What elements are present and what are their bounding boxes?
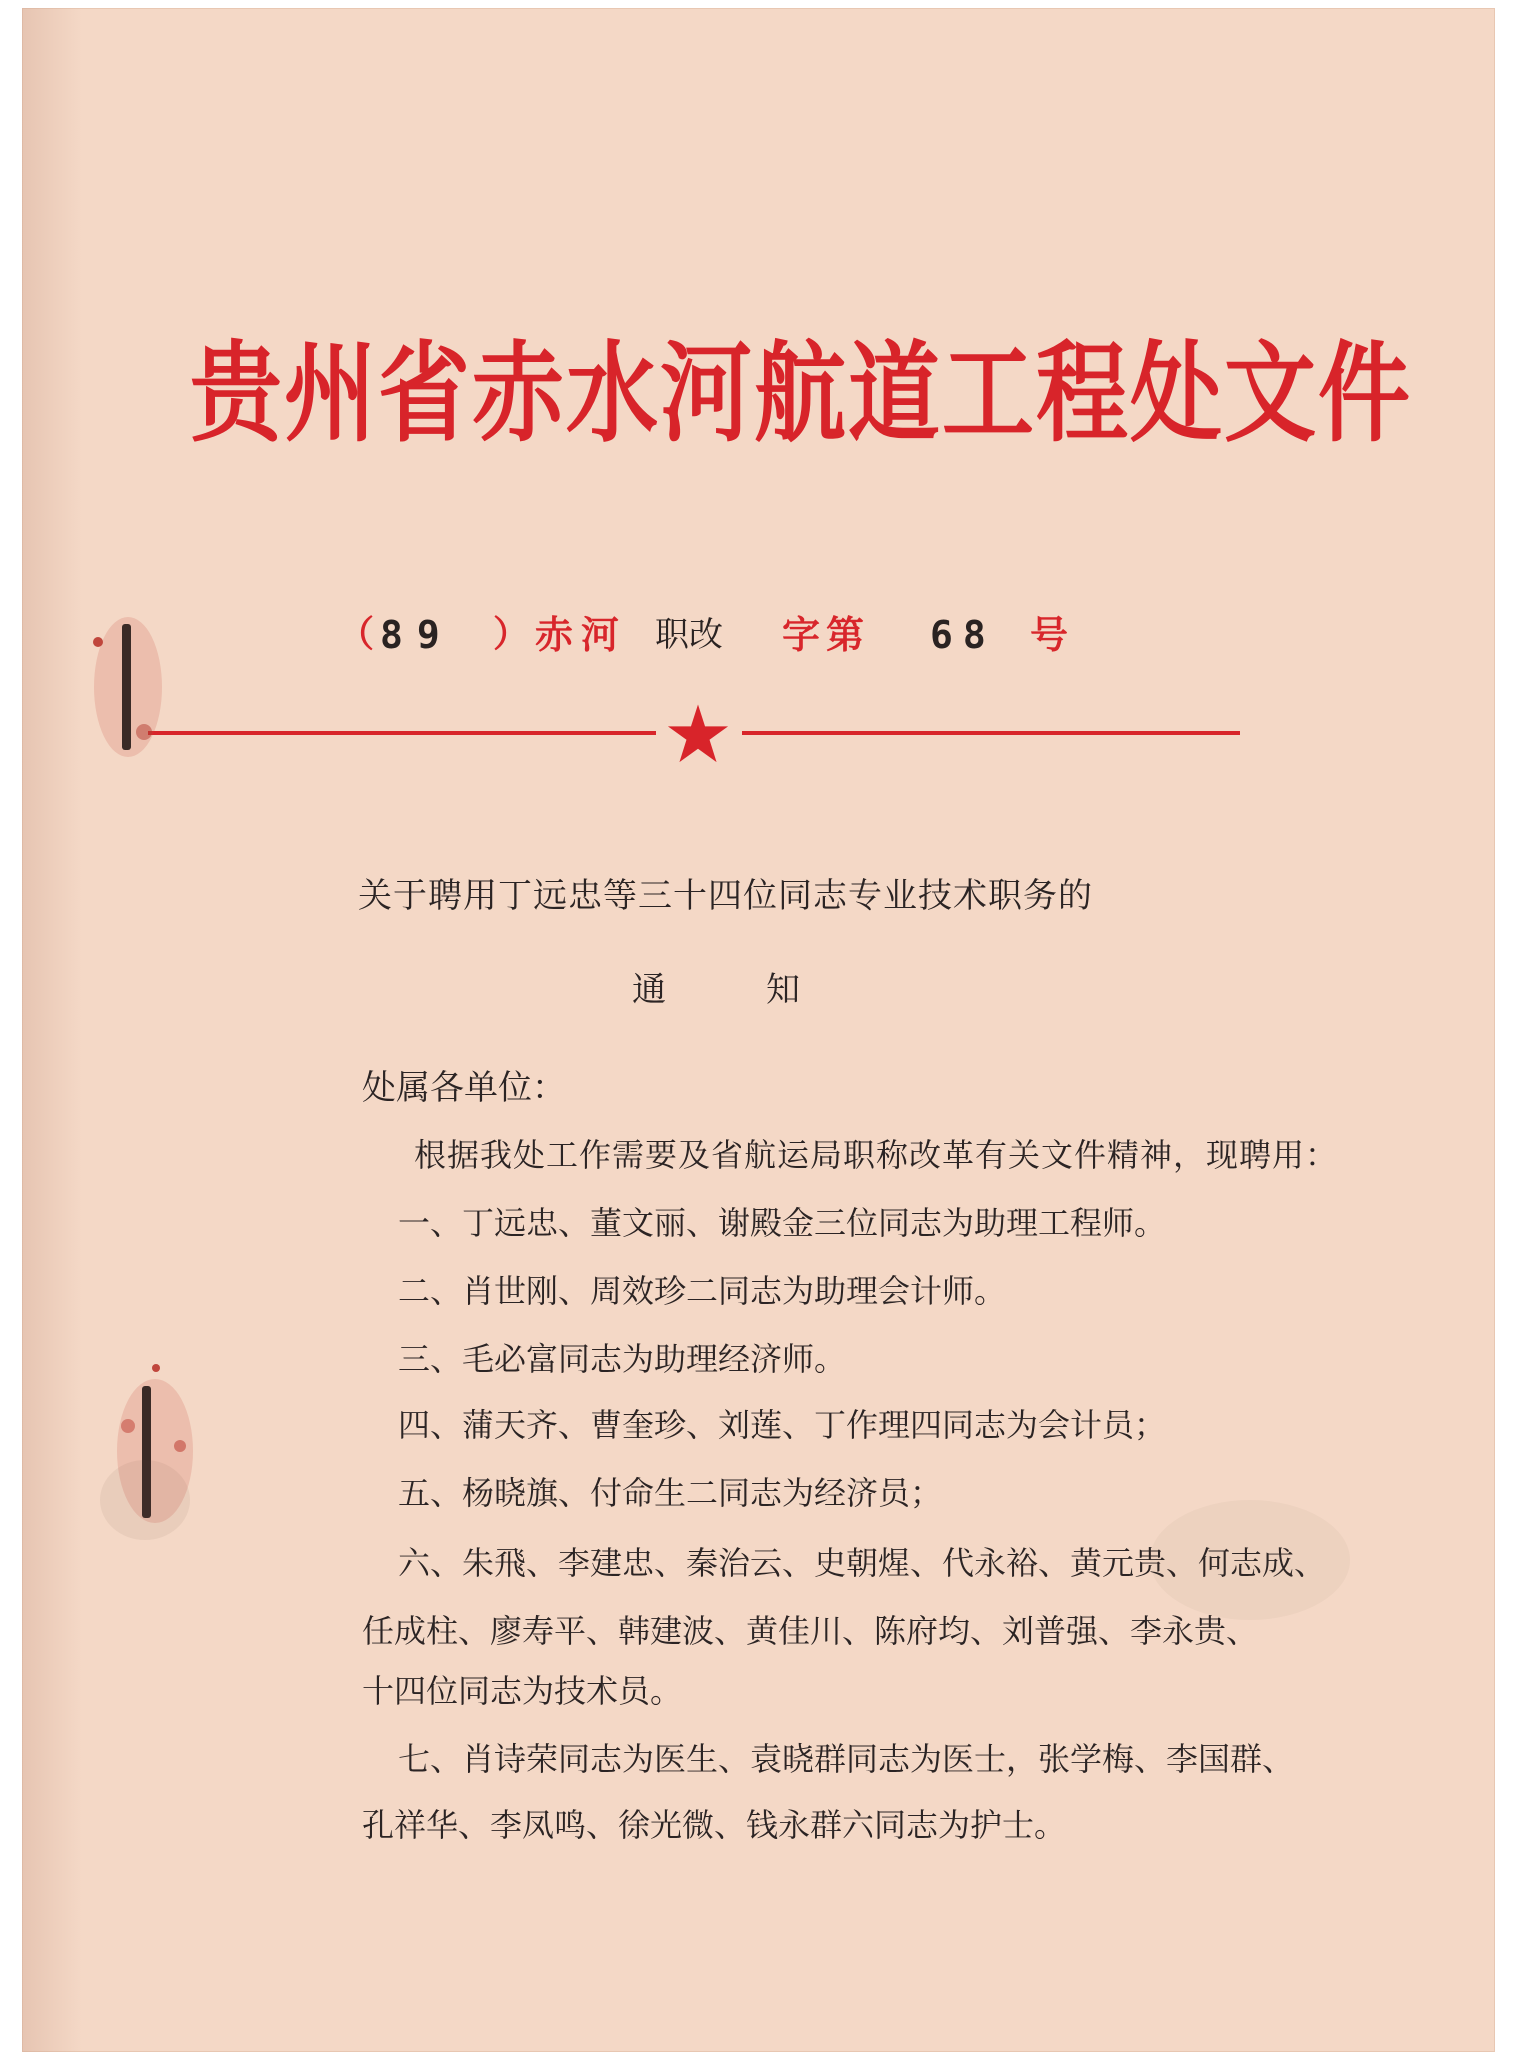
body-paragraph: 一、丁远忠、董文丽、谢殿金三位同志为助理工程师。 — [398, 1204, 1167, 1242]
body-paragraph: 四、蒲天齐、曹奎珍、刘莲、丁作理四同志为会计员； — [398, 1406, 1167, 1444]
red-star-icon — [666, 702, 730, 766]
doc-number-org: 赤河 — [535, 613, 628, 657]
ink-smudge — [100, 1460, 190, 1540]
paper-edge-shadow — [22, 8, 82, 2052]
body-paragraph: 七、肖诗荣同志为医生、袁晓群同志为医士，张学梅、李国群、 — [398, 1740, 1295, 1778]
doc-number-value: 68 — [930, 613, 996, 657]
body-paragraph: 三、毛必富同志为助理经济师。 — [398, 1340, 847, 1378]
masthead-title: 贵州省赤水河航道工程处文件 — [190, 329, 1413, 457]
doc-number-zi-di: 字第 — [782, 613, 871, 657]
salutation: 处属各单位： — [362, 1068, 566, 1108]
ink-smudge — [1150, 1500, 1350, 1620]
doc-number-type: 职改 — [655, 615, 723, 655]
doc-number-year: 89 — [380, 613, 454, 657]
red-rule-left — [148, 731, 656, 735]
body-paragraph: 五、杨晓旗、付命生二同志为经济员； — [398, 1474, 943, 1512]
doc-number-close-paren: ） — [493, 614, 530, 655]
body-paragraph: 根据我处工作需要及省航运局职称改革有关文件精神，现聘用： — [414, 1136, 1339, 1174]
notice-title-line: 关于聘用丁远忠等三十四位同志专业技术职务的 — [358, 876, 1093, 916]
notice-title-word: 通知 — [632, 970, 900, 1010]
doc-number-open-paren: （ — [338, 614, 375, 655]
body-paragraph: 六、朱飛、李建忠、秦治云、史朝煋、代永裕、黄元贵、何志成、 — [398, 1544, 1327, 1582]
body-paragraph: 孔祥华、李凤鸣、徐光微、钱永群六同志为护士。 — [362, 1806, 1067, 1844]
body-paragraph: 十四位同志为技术员。 — [362, 1672, 683, 1710]
staple-mark-icon — [86, 612, 166, 762]
doc-number-hao: 号 — [1030, 613, 1069, 657]
body-paragraph: 任成柱、廖寿平、韩建波、黄佳川、陈府均、刘普强、李永贵、 — [362, 1612, 1259, 1650]
body-paragraph: 二、肖世刚、周效珍二同志为助理会计师。 — [398, 1272, 1007, 1310]
red-rule-right — [742, 731, 1240, 735]
